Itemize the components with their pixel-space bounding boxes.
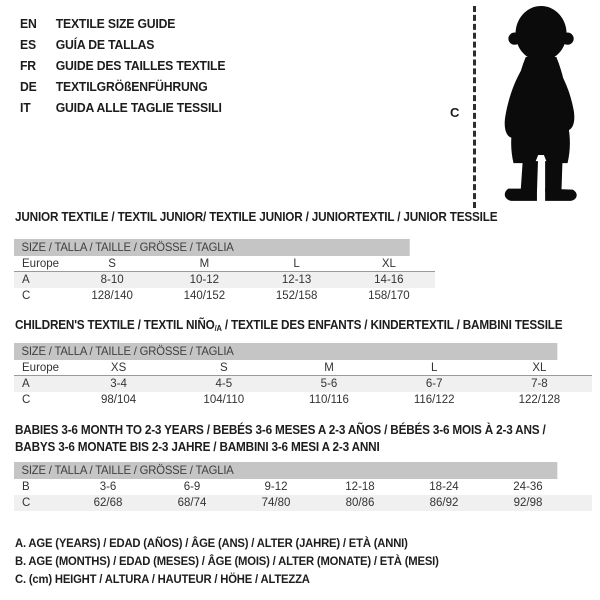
measure-label-c: C: [450, 105, 460, 120]
size-header-bar: SIZE / TALLA / TAILLE / GRÖSSE / TAGLIA: [14, 462, 557, 479]
babies-title-line-1: BABIES 3-6 MONTH TO 2-3 YEARS / BEBÉS 3-6 MESES A 2-3 AÑOS / BÉBÉS 3-6 MOIS À 2-3 ANS /: [15, 423, 546, 437]
lang-item-es: [20, 34, 225, 55]
lang-title: GUIDA ALLE TAGLIE TESSILI: [55, 100, 222, 115]
size-value: 98/104: [101, 394, 137, 406]
size-value: 7-8: [531, 378, 548, 390]
row-label: C: [22, 497, 31, 509]
size-column-header: M: [324, 362, 334, 374]
children-size-table: [14, 343, 592, 408]
size-value: 18-24: [429, 481, 459, 493]
lang-item-fr: [20, 55, 225, 76]
table-row-c: [14, 392, 592, 408]
junior-size-table: [14, 239, 435, 304]
children-title-sub: /A: [214, 324, 222, 333]
footnote-b: B. AGE (MONTHS) / EDAD (MESES) / ÂGE (MOIS) / ALTER (MONATE) / ETÀ (MESI): [15, 554, 439, 568]
children-section-title: [15, 317, 562, 337]
babies-section-title: [15, 422, 579, 456]
size-value: 10-12: [189, 274, 220, 286]
lang-title: GUIDE DES TAILLES TEXTILE: [55, 58, 226, 73]
lang-item-de: [20, 76, 225, 97]
size-value: 152/158: [275, 290, 318, 302]
babies-title-line-2: BABYS 3-6 MONATE BIS 2-3 JAHRE / BAMBINI 3-6 MESI A 2-3 ANNI: [15, 440, 380, 454]
size-value: 4-5: [215, 378, 233, 390]
lang-title: TEXTILE SIZE GUIDE: [55, 16, 176, 31]
lang-code: IT: [20, 100, 31, 115]
size-value: 68/74: [177, 497, 207, 509]
size-column-header: XL: [381, 258, 396, 270]
size-column-header: S: [219, 362, 228, 374]
size-value: 74/80: [261, 497, 291, 509]
size-value: 128/140: [91, 290, 133, 302]
region-label: Europe: [22, 362, 60, 374]
size-value: 104/110: [203, 394, 245, 406]
size-header-bar: SIZE / TALLA / TAILLE / GRÖSSE / TAGLIA: [14, 239, 410, 256]
baby-silhouette-icon: [480, 4, 598, 208]
table-row-b: [14, 479, 592, 495]
size-column-header: XL: [532, 362, 547, 374]
lang-code: FR: [20, 58, 36, 73]
column-header-row: [14, 256, 435, 272]
size-column-header: L: [430, 362, 438, 374]
size-value: 3-6: [99, 481, 117, 493]
row-label: C: [22, 394, 31, 406]
lang-code: EN: [20, 16, 37, 31]
size-header-bar: SIZE / TALLA / TAILLE / GRÖSSE / TAGLIA: [14, 343, 557, 360]
size-value: 86/92: [429, 497, 459, 509]
table-row-c: [14, 288, 435, 304]
size-column-header: M: [199, 258, 210, 270]
size-value: 116/122: [413, 394, 455, 406]
footnote-a: A. AGE (YEARS) / EDAD (AÑOS) / ÂGE (ANS) / ALTER (JAHRE) / ETÀ (ANNI): [15, 536, 408, 550]
size-value: 122/128: [518, 394, 561, 406]
junior-section-title: JUNIOR TEXTILE / TEXTIL JUNIOR/ TEXTILE JUNIOR / JUNIORTEXTIL / JUNIOR TESSILE: [15, 210, 498, 224]
size-value: 110/116: [309, 394, 349, 406]
lang-item-en: [20, 13, 225, 34]
table-row-a: [14, 376, 592, 392]
size-value: 140/152: [183, 290, 226, 302]
language-list: [20, 13, 238, 118]
size-value: 14-16: [374, 274, 404, 286]
size-value: 6-9: [183, 481, 201, 493]
lang-code: DE: [20, 79, 37, 94]
size-value: 12-13: [281, 274, 312, 286]
children-title-pre: CHILDREN'S TEXTILE / TEXTIL NIÑO: [15, 318, 215, 332]
lang-title: TEXTILGRÖßENFÜHRUNG: [55, 79, 208, 94]
height-measure-dashed-line: [473, 6, 476, 208]
column-header-row: [14, 360, 592, 376]
size-value: 158/170: [368, 290, 410, 302]
size-column-header: L: [293, 258, 300, 270]
table-row-a: [14, 272, 435, 288]
size-column-header: XS: [110, 362, 127, 374]
size-value: 12-18: [345, 481, 375, 493]
size-value: 8-10: [100, 274, 124, 286]
size-value: 80/86: [345, 497, 375, 509]
table-row-c: [14, 495, 592, 511]
row-label: C: [22, 290, 31, 302]
lang-code: ES: [20, 37, 36, 52]
region-label: Europe: [22, 258, 60, 270]
size-value: 6-7: [425, 378, 443, 390]
lang-item-it: [20, 97, 225, 118]
size-value: 24-36: [513, 481, 543, 493]
size-value: 92/98: [513, 497, 543, 509]
footnote-c: C. (cm) HEIGHT / ALTURA / HAUTEUR / HÖHE / ALTEZZA: [15, 572, 310, 586]
babies-size-table: [14, 462, 592, 511]
size-column-header: S: [108, 258, 116, 270]
row-label: B: [22, 481, 30, 493]
row-label: A: [22, 378, 30, 390]
children-title-post: / TEXTILE DES ENFANTS / KINDERTEXTIL / BAMBINI TESSILE: [221, 318, 563, 332]
size-value: 62/68: [93, 497, 123, 509]
size-value: 5-6: [320, 378, 338, 390]
row-label: A: [22, 274, 30, 286]
size-value: 9-12: [264, 481, 288, 493]
lang-title: GUÍA DE TALLAS: [55, 37, 155, 52]
size-value: 3-4: [110, 378, 127, 390]
footnotes: [15, 534, 466, 588]
